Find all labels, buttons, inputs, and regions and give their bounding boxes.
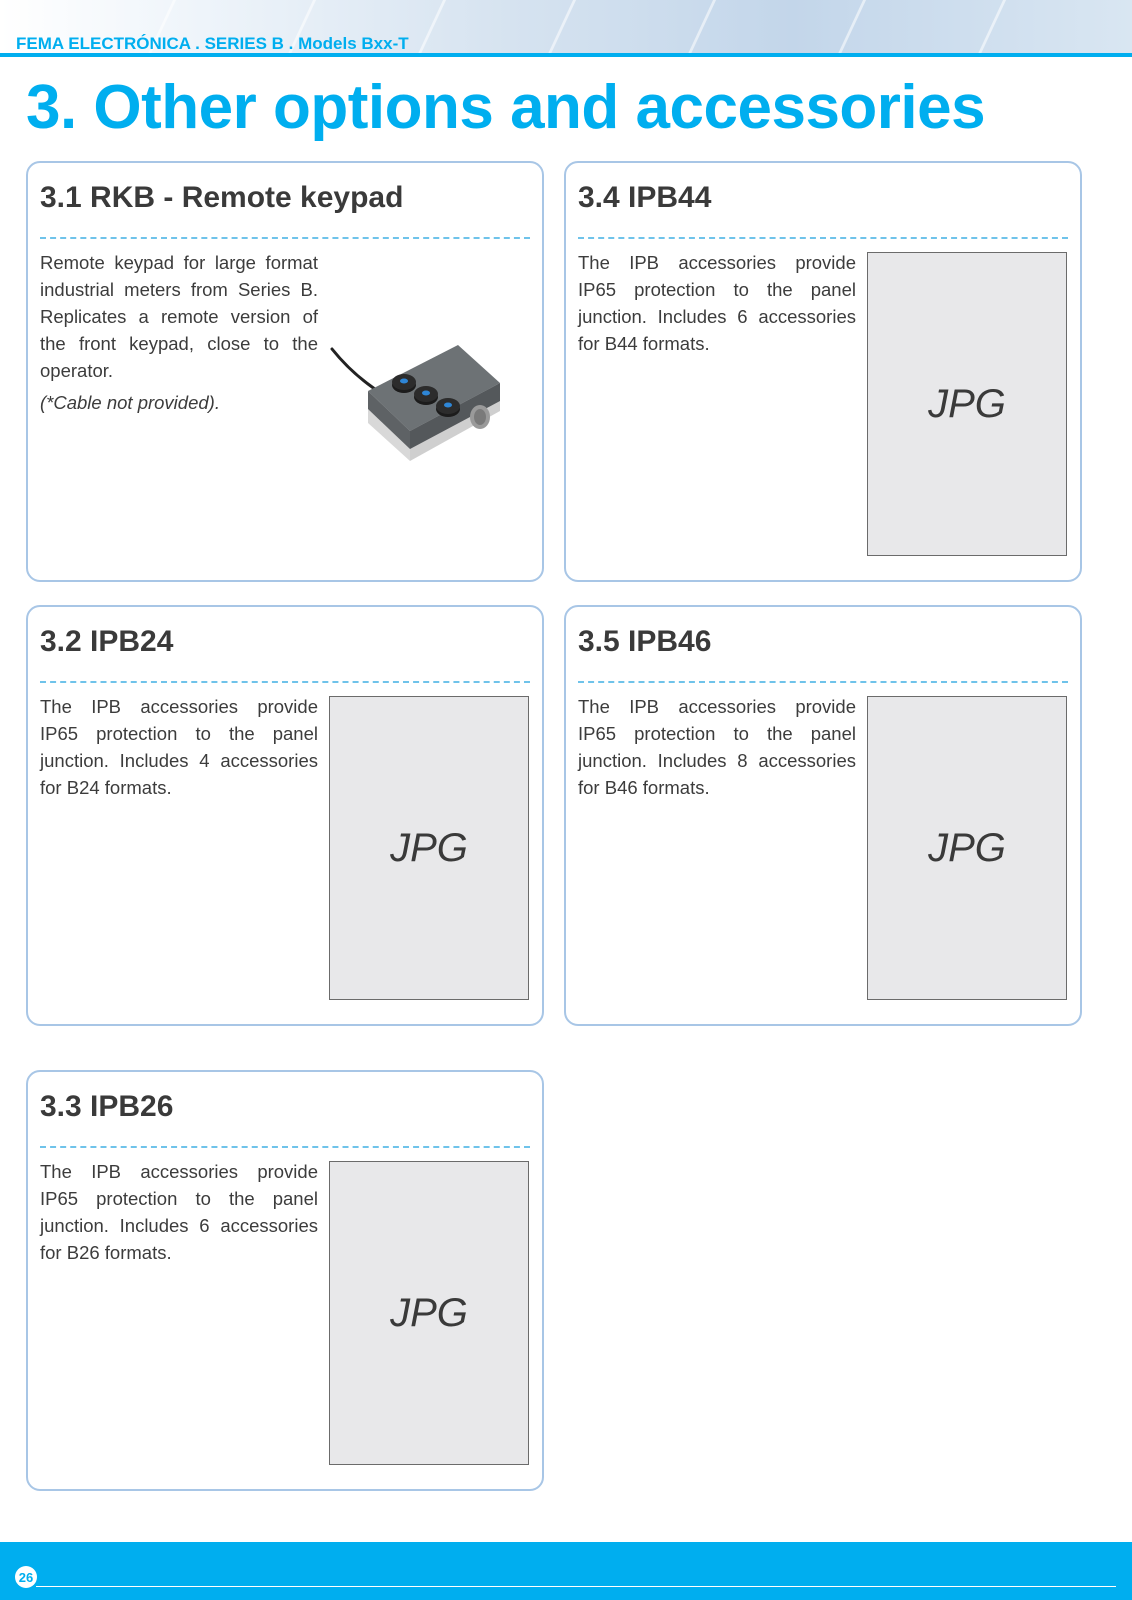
section-body (40, 693, 318, 801)
section-text: Remote keypad for large format industrial meters from Series B. Replicates a remote version of the front keypad, close to the operator. (40, 252, 318, 381)
section-card-rkb (26, 161, 544, 582)
placeholder-label: JPG (928, 381, 1006, 426)
section-card-ipb44 (564, 161, 1082, 582)
placeholder-label: JPG (928, 825, 1006, 870)
dashed-divider (40, 681, 530, 683)
image-placeholder (867, 696, 1067, 1000)
section-text: The IPB accessories provide IP65 protection to the panel junction. Includes 4 accessories for B24 formats. (40, 696, 318, 798)
image-placeholder (329, 1161, 529, 1465)
footer-band (0, 1542, 1132, 1600)
section-heading: 3.2 IPB24 (40, 625, 174, 658)
section-text: The IPB accessories provide IP65 protection to the panel junction. Includes 6 accessories for B26 formats. (40, 1161, 318, 1263)
page-number-badge: 26 (15, 1566, 37, 1588)
dashed-divider (578, 681, 1068, 683)
page-title: 3. Other options and accessories (26, 73, 986, 142)
section-heading: 3.1 RKB - Remote keypad (40, 181, 404, 214)
section-body (40, 249, 318, 416)
section-body (578, 249, 856, 357)
section-heading: 3.4 IPB44 (578, 181, 712, 214)
section-card-ipb26 (26, 1070, 544, 1491)
section-heading: 3.3 IPB26 (40, 1090, 174, 1123)
section-text: The IPB accessories provide IP65 protection to the panel junction. Includes 8 accessories for B46 formats. (578, 696, 856, 798)
section-card-ipb24 (26, 605, 544, 1026)
section-text: The IPB accessories provide IP65 protection to the panel junction. Includes 6 accessories for B44 formats. (578, 252, 856, 354)
section-heading: 3.5 IPB46 (578, 625, 712, 658)
document-header: FEMA ELECTRÓNICA . SERIES B . Models Bxx-T (16, 34, 409, 53)
dashed-divider (578, 237, 1068, 239)
remote-keypad-image (328, 339, 508, 469)
placeholder-label: JPG (390, 1290, 468, 1335)
image-placeholder (867, 252, 1067, 556)
image-placeholder (329, 696, 529, 1000)
dashed-divider (40, 237, 530, 239)
placeholder-label: JPG (390, 825, 468, 870)
section-note: (*Cable not provided). (40, 392, 220, 413)
dashed-divider (40, 1146, 530, 1148)
footer-rule (36, 1586, 1116, 1587)
section-body (578, 693, 856, 801)
section-card-ipb46 (564, 605, 1082, 1026)
section-body (40, 1158, 318, 1266)
